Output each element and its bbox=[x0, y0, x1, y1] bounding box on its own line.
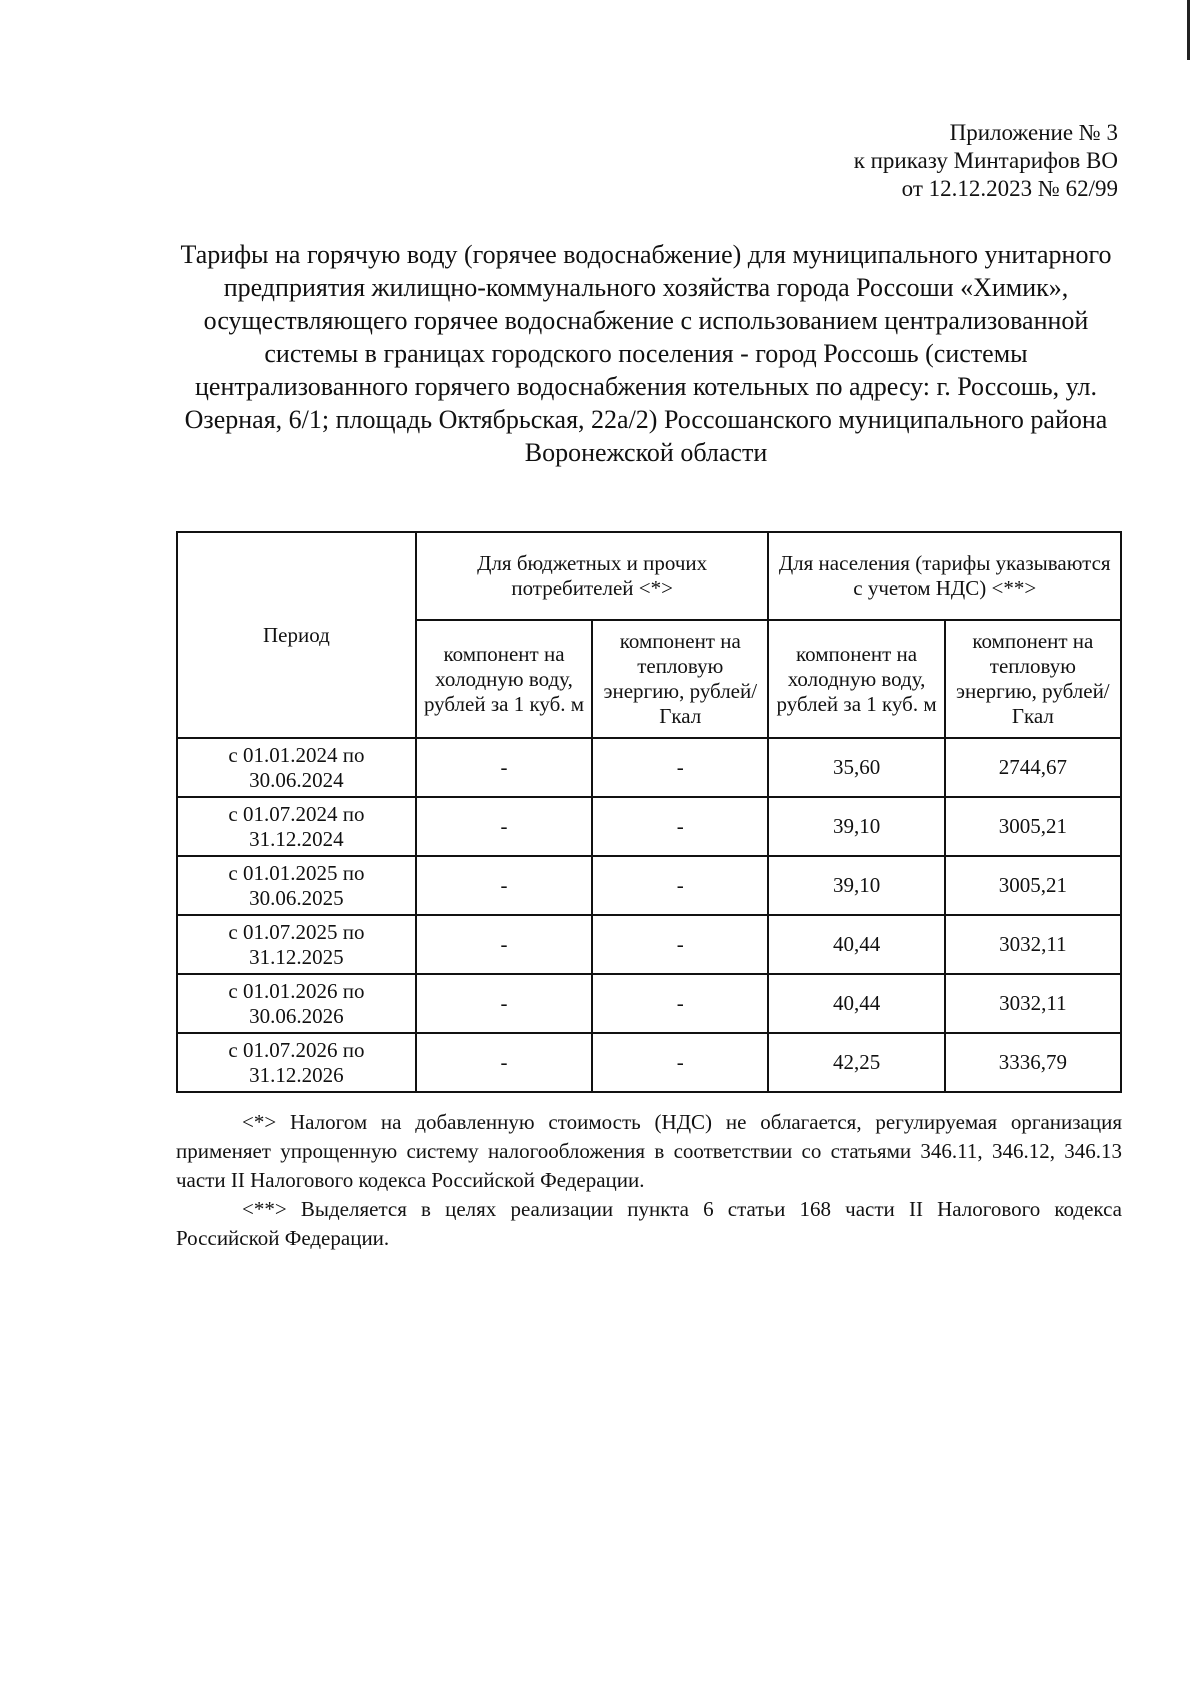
period-cell: с 01.01.2024 по 30.06.2024 bbox=[177, 738, 416, 797]
footnote-vat-exempt: <*> Налогом на добавленную стоимость (НДС) не облагается, регулируемая организация применяет упрощенную систему налогообложения в соответствии со статьями 346.11, 346.12, 346.13 части II Налогового кодекса Российской Федерации. bbox=[176, 1110, 1122, 1192]
appendix-date: от 12.12.2023 № 62/99 bbox=[901, 176, 1118, 201]
population-cold-cell: 35,60 bbox=[768, 738, 944, 797]
budget-consumers-header: Для бюджетных и прочих потребителей <*> bbox=[416, 532, 769, 620]
budget-heat-cell: - bbox=[592, 797, 768, 856]
table-row bbox=[177, 974, 1121, 1033]
population-heat-cell: 3336,79 bbox=[945, 1033, 1121, 1092]
period-cell: с 01.07.2025 по 31.12.2025 bbox=[177, 915, 416, 974]
period-cell: с 01.07.2024 по 31.12.2024 bbox=[177, 797, 416, 856]
budget-heat-cell: - bbox=[592, 738, 768, 797]
budget-heat-cell: - bbox=[592, 1033, 768, 1092]
population-cold-cell: 40,44 bbox=[768, 915, 944, 974]
population-cold-water-header: компонент на холодную воду, рублей за 1 куб. м bbox=[768, 620, 944, 738]
population-cold-cell: 39,10 bbox=[768, 856, 944, 915]
population-header: Для населения (тарифы указываются с учетом НДС) <**> bbox=[768, 532, 1121, 620]
population-heat-cell: 3005,21 bbox=[945, 856, 1121, 915]
period-header: Период bbox=[177, 532, 416, 738]
appendix-number: Приложение № 3 bbox=[949, 120, 1118, 145]
budget-cold-cell: - bbox=[416, 738, 592, 797]
budget-heat-cell: - bbox=[592, 974, 768, 1033]
population-cold-cell: 42,25 bbox=[768, 1033, 944, 1092]
population-cold-cell: 40,44 bbox=[768, 974, 944, 1033]
table-row bbox=[177, 1033, 1121, 1092]
table-row bbox=[177, 856, 1121, 915]
appendix-reference bbox=[854, 119, 1118, 203]
budget-heat-cell: - bbox=[592, 856, 768, 915]
budget-cold-cell: - bbox=[416, 915, 592, 974]
budget-cold-cell: - bbox=[416, 1033, 592, 1092]
period-cell: с 01.07.2026 по 31.12.2026 bbox=[177, 1033, 416, 1092]
scan-edge-mark bbox=[1187, 0, 1190, 60]
budget-cold-cell: - bbox=[416, 856, 592, 915]
budget-cold-cell: - bbox=[416, 797, 592, 856]
budget-cold-cell: - bbox=[416, 974, 592, 1033]
appendix-order: к приказу Минтарифов ВО bbox=[853, 148, 1118, 173]
table-row bbox=[177, 797, 1121, 856]
table-row bbox=[177, 915, 1121, 974]
document-title: Тарифы на горячую воду (горячее водоснабжение) для муниципального унитарного предприятия жилищно-коммунального хозяйства города Россоши «Химик», осуществляющего горячее водоснабжение с использованием централизованной системы в границах городского поселения - город Россошь (системы централизованного горячего водоснабжения котельных по адресу: г. Россошь, ул. Озерная, 6/1; площадь Октябрьская, 22а/2) Россошанского муниципального района Воронежской области bbox=[180, 240, 1112, 467]
table-row bbox=[177, 738, 1121, 797]
population-cold-cell: 39,10 bbox=[768, 797, 944, 856]
budget-heat-cell: - bbox=[592, 915, 768, 974]
tariff-table bbox=[176, 531, 1122, 1093]
period-cell: с 01.01.2025 по 30.06.2025 bbox=[177, 856, 416, 915]
population-heat-cell: 2744,67 bbox=[945, 738, 1121, 797]
footnotes bbox=[176, 1108, 1122, 1253]
population-heat-cell: 3032,11 bbox=[945, 974, 1121, 1033]
period-cell: с 01.01.2026 по 30.06.2026 bbox=[177, 974, 416, 1033]
budget-heat-energy-header: компонент на тепловую энергию, рублей/Гкал bbox=[592, 620, 768, 738]
footnote-vat-included: <**> Выделяется в целях реализации пункта 6 статьи 168 части II Налогового кодекса Российской Федерации. bbox=[176, 1197, 1122, 1250]
population-heat-cell: 3032,11 bbox=[945, 915, 1121, 974]
budget-cold-water-header: компонент на холодную воду, рублей за 1 куб. м bbox=[416, 620, 592, 738]
population-heat-cell: 3005,21 bbox=[945, 797, 1121, 856]
population-heat-energy-header: компонент на тепловую энергию, рублей/Гкал bbox=[945, 620, 1121, 738]
